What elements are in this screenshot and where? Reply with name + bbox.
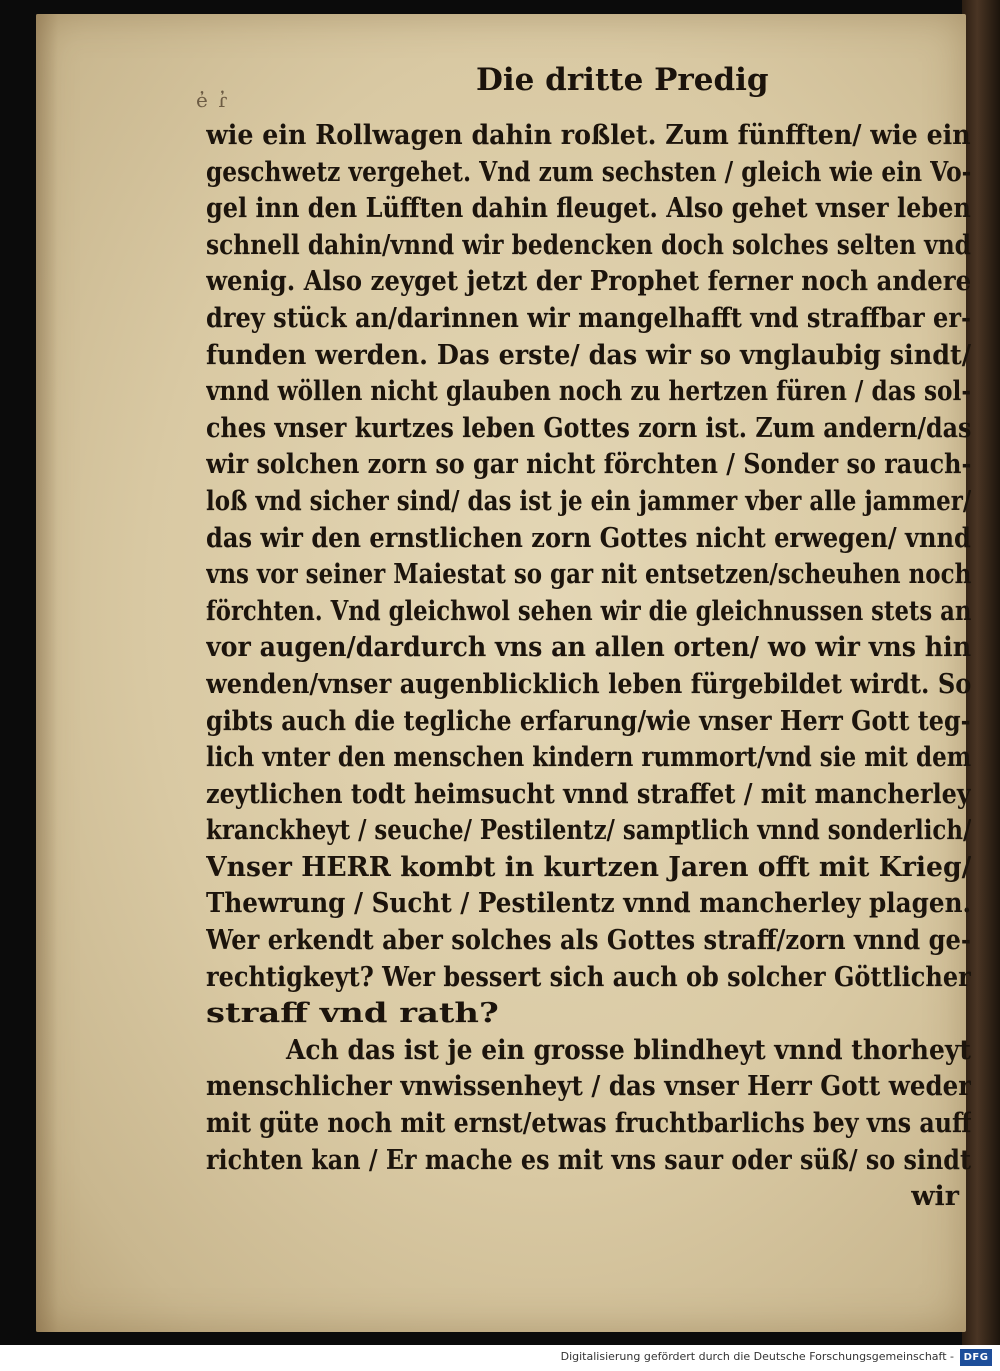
text-line: gel inn den Lüfften dahin fleuget. Also gehet vnser leben xyxy=(206,193,971,225)
text-line: Thewrung / Sucht / Pestilentz vnnd mancherley plagen. xyxy=(206,888,971,920)
text-line: vor augen/dardurch vns an allen orten/ wo wir vns hin xyxy=(206,632,971,664)
page-top-mark: e̓ ɾ̓ xyxy=(196,88,230,112)
catchword: wir xyxy=(911,1181,959,1213)
text-line: gibts auch die tegliche erfarung/wie vnser Herr Gott teg- xyxy=(206,705,971,737)
text-line: Vnser HERR kombt in kurtzen Jaren offt mit Krieg/ xyxy=(206,851,971,883)
text-line: kranckheyt / seuche/ Pestilentz/ samptlich vnnd sonderlich/ xyxy=(206,815,971,847)
text-line: mit güte noch mit ernst/etwas fruchtbarlichs bey vns auff xyxy=(206,1108,971,1140)
dfg-logo: DFG xyxy=(960,1349,992,1366)
text-line: straff vnd rath? xyxy=(206,998,499,1030)
digitization-credit: Digitalisierung gefördert durch die Deutsche Forschungsgemeinschaft - xyxy=(560,1350,954,1363)
page-fold-shadow xyxy=(36,14,58,1332)
text-line: wenig. Also zeyget jetzt der Prophet ferner noch andere xyxy=(206,266,971,298)
text-line: geschwetz vergehet. Vnd zum sechsten / gleich wie ein Vo- xyxy=(206,156,971,188)
text-line: zeytlichen todt heimsucht vnnd straffet / mit mancherley xyxy=(206,778,971,810)
text-line: Wer erkendt aber solches als Gottes straff/zorn vnnd ge- xyxy=(206,925,971,957)
text-line: loß vnd sicher sind/ das ist je ein jammer vber alle jammer/ xyxy=(206,485,971,517)
text-line: vnnd wöllen nicht glauben noch zu hertzen füren / das sol- xyxy=(206,376,971,408)
text-line: das wir den ernstlichen zorn Gottes nicht erwegen/ vnnd xyxy=(206,522,971,554)
text-line: ches vnser kurtzes leben Gottes zorn ist. Zum andern/das xyxy=(206,412,971,444)
body-text xyxy=(206,118,971,1216)
text-line: schnell dahin/vnnd wir bedencken doch solches selten vnd xyxy=(206,229,971,261)
text-line: richten kan / Er mache es mit vns saur oder süß/ so sindt xyxy=(206,1144,971,1176)
text-line: funden werden. Das erste/ das wir so vnglaubig sindt/ xyxy=(206,339,971,371)
text-line: rechtigkeyt? Wer bessert sich auch ob solcher Göttlicher xyxy=(206,961,971,993)
text-line: lich vnter den menschen kindern rummort/vnd sie mit dem xyxy=(206,742,971,774)
text-line: wenden/vnser augenblicklich leben fürgebildet wirdt. So xyxy=(206,668,971,700)
text-line: menschlicher vnwissenheyt / das vnser Herr Gott weder xyxy=(206,1071,971,1103)
text-line: förchten. Vnd gleichwol sehen wir die gleichnussen stets an xyxy=(206,595,971,627)
paragraph-start-line: Ach das ist je ein grosse blindheyt vnnd thorheyt xyxy=(286,1034,971,1066)
text-line: vns vor seiner Maiestat so gar nit entsetzen/scheuhen noch xyxy=(206,559,971,591)
running-head: Die dritte Predig xyxy=(476,62,769,98)
text-line: wie ein Rollwagen dahin roßlet. Zum fünfften/ wie ein xyxy=(206,120,971,151)
text-line: wir solchen zorn so gar nicht förchten / Sonder so rauch- xyxy=(206,449,971,481)
text-line: drey stück an/darinnen wir mangelhafft vnd straffbar er- xyxy=(206,302,971,334)
